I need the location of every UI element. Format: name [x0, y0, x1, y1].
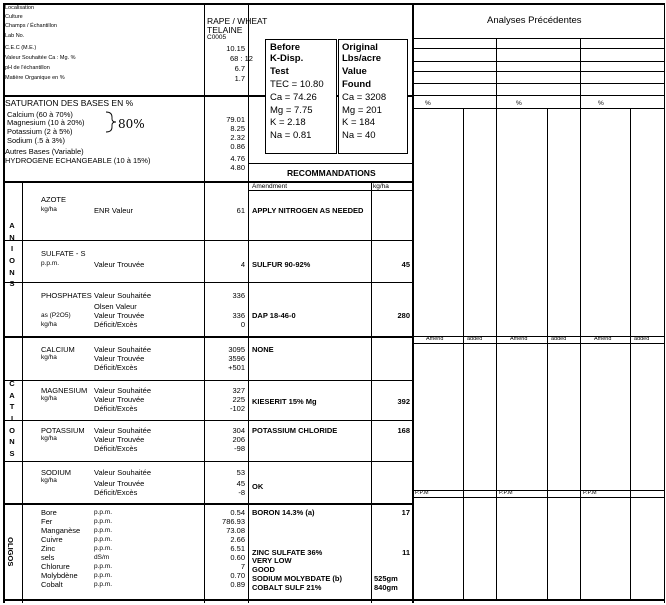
potassium-name: POTASSIUM — [41, 426, 85, 435]
phosphates-kg: 280 — [397, 311, 410, 320]
anions-section-label: A N I O N S — [9, 221, 15, 289]
phosphates-label-trouvee: Valeur Trouvée — [94, 311, 145, 320]
oligo-name: Cobalt — [41, 580, 63, 589]
oligo-value: 2.66 — [230, 535, 245, 544]
sodium-label-trouvee: Valeur Trouvée — [94, 479, 145, 488]
sulfate-label: Valeur Trouvée — [94, 260, 145, 269]
sodium-amend: OK — [252, 482, 264, 491]
added-col-2: added — [551, 336, 567, 342]
oligo-unit: p.p.m. — [94, 581, 113, 588]
phosphates-value-deficit: 0 — [240, 320, 245, 329]
sat-value-calcium: 79.01 — [226, 115, 245, 124]
magnesium-unit: kg/ha — [41, 395, 57, 402]
magnesium-amend: KIESERIT 15% Mg — [252, 397, 317, 406]
oligo-name: Fer — [41, 517, 53, 526]
phosphates-value-souhaitee: 336 — [232, 291, 245, 300]
oligo-rec: GOOD — [252, 565, 275, 574]
oligo-unit: p.p.m. — [94, 536, 113, 543]
azote-amend: APPLY NITROGEN AS NEEDED — [252, 206, 364, 215]
added-col-1: added — [467, 336, 483, 342]
oligo-unit: p.p.m. — [94, 509, 113, 516]
oligo-value: 7 — [240, 562, 245, 571]
oligo-value: 6.51 — [230, 544, 245, 553]
sat-value-autres: 4.76 — [230, 154, 245, 163]
label-cec: C.E.C (M.E.) — [5, 45, 37, 51]
sulfate-unit: p.p.m. — [41, 260, 60, 267]
sulfate-value: 4 — [240, 260, 245, 269]
oligos-section-label: OLIGOS — [5, 537, 15, 567]
oligo-name: Cuivre — [41, 535, 63, 544]
phosphates-name: PHOSPHATES — [41, 291, 92, 300]
sodium-value-souhaitee: 53 — [236, 468, 245, 477]
oligo-name: Bore — [41, 508, 57, 517]
oligo-rec: BORON 14.3% (a) — [252, 508, 315, 517]
oligo-value: 0.70 — [230, 571, 245, 580]
oligo-rec-kg: 525gm — [374, 574, 398, 583]
calcium-value-deficit: +501 — [228, 363, 245, 372]
cations-section-label: C A T I O N S — [9, 379, 15, 458]
label-om: Matière Organique en % — [5, 75, 65, 81]
magnesium-name: MAGNESIUM — [41, 386, 88, 395]
pct-col-3: % — [598, 100, 604, 107]
amend-col-3: Amend — [594, 336, 612, 342]
ph-value: 6.7 — [234, 64, 245, 73]
sat-label-potassium: Potassium (2 à 5%) — [7, 127, 73, 136]
cec-value: 10.15 — [226, 44, 245, 53]
oligo-name: Manganèse — [41, 526, 81, 535]
phosphates-label-olsen: Olsen Valeur — [94, 302, 137, 311]
sodium-unit: kg/ha — [41, 477, 57, 484]
potassium-unit: kg/ha — [41, 435, 57, 442]
amend-col-1: Amend — [426, 336, 444, 342]
pct-col-1: % — [425, 100, 431, 107]
magnesium-value-trouvee: 225 — [232, 395, 245, 404]
label-localisation: Localisation — [5, 5, 35, 11]
om-value: 1.7 — [234, 74, 245, 83]
azote-value: 61 — [236, 206, 245, 215]
magnesium-label-trouvee: Valeur Trouvée — [94, 395, 145, 404]
sulfate-amend: SULFUR 90-92% — [252, 260, 311, 269]
oligo-rec: VERY LOW — [252, 556, 292, 565]
magnesium-label-souhaitee: Valeur Souhaitée — [94, 386, 151, 395]
sulfate-name: SULFATE - S — [41, 249, 86, 258]
calcium-label-trouvee: Valeur Trouvée — [94, 354, 145, 363]
oligo-value: 786.93 — [222, 517, 245, 526]
sodium-value-trouvee: 45 — [236, 479, 245, 488]
calcium-unit: kg/ha — [41, 354, 57, 361]
oligo-unit: dS/m — [94, 554, 110, 561]
sat-label-magnesium: Magnesium (10 à 20%) — [7, 118, 85, 127]
oligo-rec-kg: 11 — [402, 548, 410, 557]
oligo-rec: ZINC SULFATE 36% — [252, 548, 323, 557]
phosphates-label-souhaitee: Valeur Souhaitée — [94, 291, 151, 300]
label-ph: pH de l'échantillon — [5, 65, 50, 71]
calcium-label-deficit: Déficit/Excès — [94, 363, 138, 372]
calcium-name: CALCIUM — [41, 345, 75, 354]
phosphates-unit: kg/ha — [41, 321, 57, 328]
added-col-3: added — [634, 336, 650, 342]
azote-unit: kg/ha — [41, 206, 57, 213]
oligo-value: 0.60 — [230, 553, 245, 562]
label-culture: Culture — [5, 14, 23, 20]
kgha-header: kg/ha — [373, 183, 389, 190]
sodium-name: SODIUM — [41, 468, 71, 477]
potassium-value-deficit: -98 — [234, 444, 245, 453]
calcium-value-trouvee: 3596 — [228, 354, 245, 363]
phosphates-label-deficit: Déficit/Excès — [94, 320, 138, 329]
magnesium-kg: 392 — [397, 397, 410, 406]
oligo-unit: p.p.m. — [94, 527, 113, 534]
oligo-rec: SODIUM MOLYBDATE (b) — [252, 574, 342, 583]
azote-name: AZOTE — [41, 195, 67, 204]
potassium-value-trouvee: 206 — [232, 435, 245, 444]
ppm-col-3: P.P.M — [583, 490, 597, 496]
phosphates-value-trouvee: 336 — [232, 311, 245, 320]
oligo-value: 0.89 — [230, 580, 245, 589]
sat-value-magnesium: 8.25 — [230, 124, 245, 133]
sodium-label-souhaitee: Valeur Souhaitée — [94, 468, 151, 477]
oligo-value: 0.54 — [230, 508, 245, 517]
calcium-value-souhaitee: 3095 — [228, 345, 245, 354]
handwritten-brace-icon — [104, 111, 118, 133]
amendment-header: Amendment — [252, 183, 288, 190]
magnesium-label-deficit: Déficit/Excès — [94, 404, 138, 413]
sat-label-autres: Autres Bases (Variable) — [5, 147, 84, 156]
label-ca-mg: Valeur Souhaitée Ca : Mg. % — [5, 55, 76, 61]
calcium-label-souhaitee: Valeur Souhaitée — [94, 345, 151, 354]
oligo-name: Molybdène — [41, 571, 78, 580]
calcium-amend: NONE — [252, 345, 274, 354]
oligo-unit: p.p.m. — [94, 572, 113, 579]
label-lab-no: Lab No. — [5, 33, 25, 39]
ppm-col-2: P.P.M — [499, 490, 513, 496]
sat-value-potassium: 2.32 — [230, 133, 245, 142]
saturation-title: SATURATION DES BASES EN % — [5, 98, 134, 108]
oligo-name: Zinc — [41, 544, 56, 553]
potassium-label-souhaitee: Valeur Souhaitée — [94, 426, 151, 435]
azote-label: ENR Valeur — [94, 206, 134, 215]
amend-col-2: Amend — [510, 336, 528, 342]
pct-col-2: % — [516, 100, 522, 107]
sat-label-calcium: Calcium (60 à 70%) — [7, 110, 73, 119]
phosphates-unit2: as (P2O5) — [41, 312, 71, 319]
culture-value: RAPE / WHEAT — [207, 16, 268, 26]
potassium-label-deficit: Déficit/Excès — [94, 444, 138, 453]
ppm-col-1: P.P.M — [415, 490, 429, 496]
oligo-rec: COBALT SULF 21% — [252, 583, 322, 592]
oligo-unit: p.p.m. — [94, 545, 113, 552]
sat-label-sodium: Sodium (.5 à 3%) — [7, 136, 65, 145]
recommandations-title: RECOMMANDATIONS — [287, 168, 376, 178]
lab-no-value: C0005 — [207, 34, 227, 41]
before-test-box: Before K-Disp. Test TEC = 10.80 Ca = 74.26 Mg = 7.75 K = 2.18 Na = 0.81 — [265, 39, 337, 154]
potassium-kg: 168 — [397, 426, 410, 435]
magnesium-value-souhaitee: 327 — [232, 386, 245, 395]
potassium-label-trouvee: Valeur Trouvée — [94, 435, 145, 444]
champs-value: TELAINE — [207, 25, 243, 35]
oligo-rec-kg: 840gm — [374, 583, 398, 592]
sat-value-sodium: 0.86 — [230, 142, 245, 151]
handwritten-note: 80% — [118, 117, 145, 131]
potassium-value-souhaitee: 304 — [232, 426, 245, 435]
oligo-rec-kg: 17 — [401, 508, 410, 517]
sulfate-kg: 45 — [401, 260, 410, 269]
original-value-box: Original Lbs/acre Value Found Ca = 3208 Mg = 201 K = 184 Na = 40 — [338, 39, 408, 154]
sat-value-hydrogene: 4.80 — [230, 163, 245, 172]
oligo-unit: p.p.m. — [94, 518, 113, 525]
analyses-title: Analyses Précédentes — [487, 15, 582, 26]
oligo-name: Chlorure — [41, 562, 70, 571]
potassium-amend: POTASSIUM CHLORIDE — [252, 426, 338, 435]
oligo-unit: p.p.m. — [94, 563, 113, 570]
ca-mg-value: 68 : 12 — [230, 54, 253, 63]
sodium-label-deficit: Déficit/Excès — [94, 488, 138, 497]
phosphates-amend: DAP 18-46-0 — [252, 311, 296, 320]
sodium-value-deficit: -8 — [238, 488, 245, 497]
oligo-value: 73.08 — [226, 526, 245, 535]
magnesium-value-deficit: -102 — [229, 404, 245, 413]
label-champs: Champs / Échantillon — [5, 23, 57, 29]
sat-label-hydrogene: HYDROGENE ECHANGEABLE (10 à 15%) — [5, 156, 151, 165]
oligo-name: sels — [41, 553, 55, 562]
